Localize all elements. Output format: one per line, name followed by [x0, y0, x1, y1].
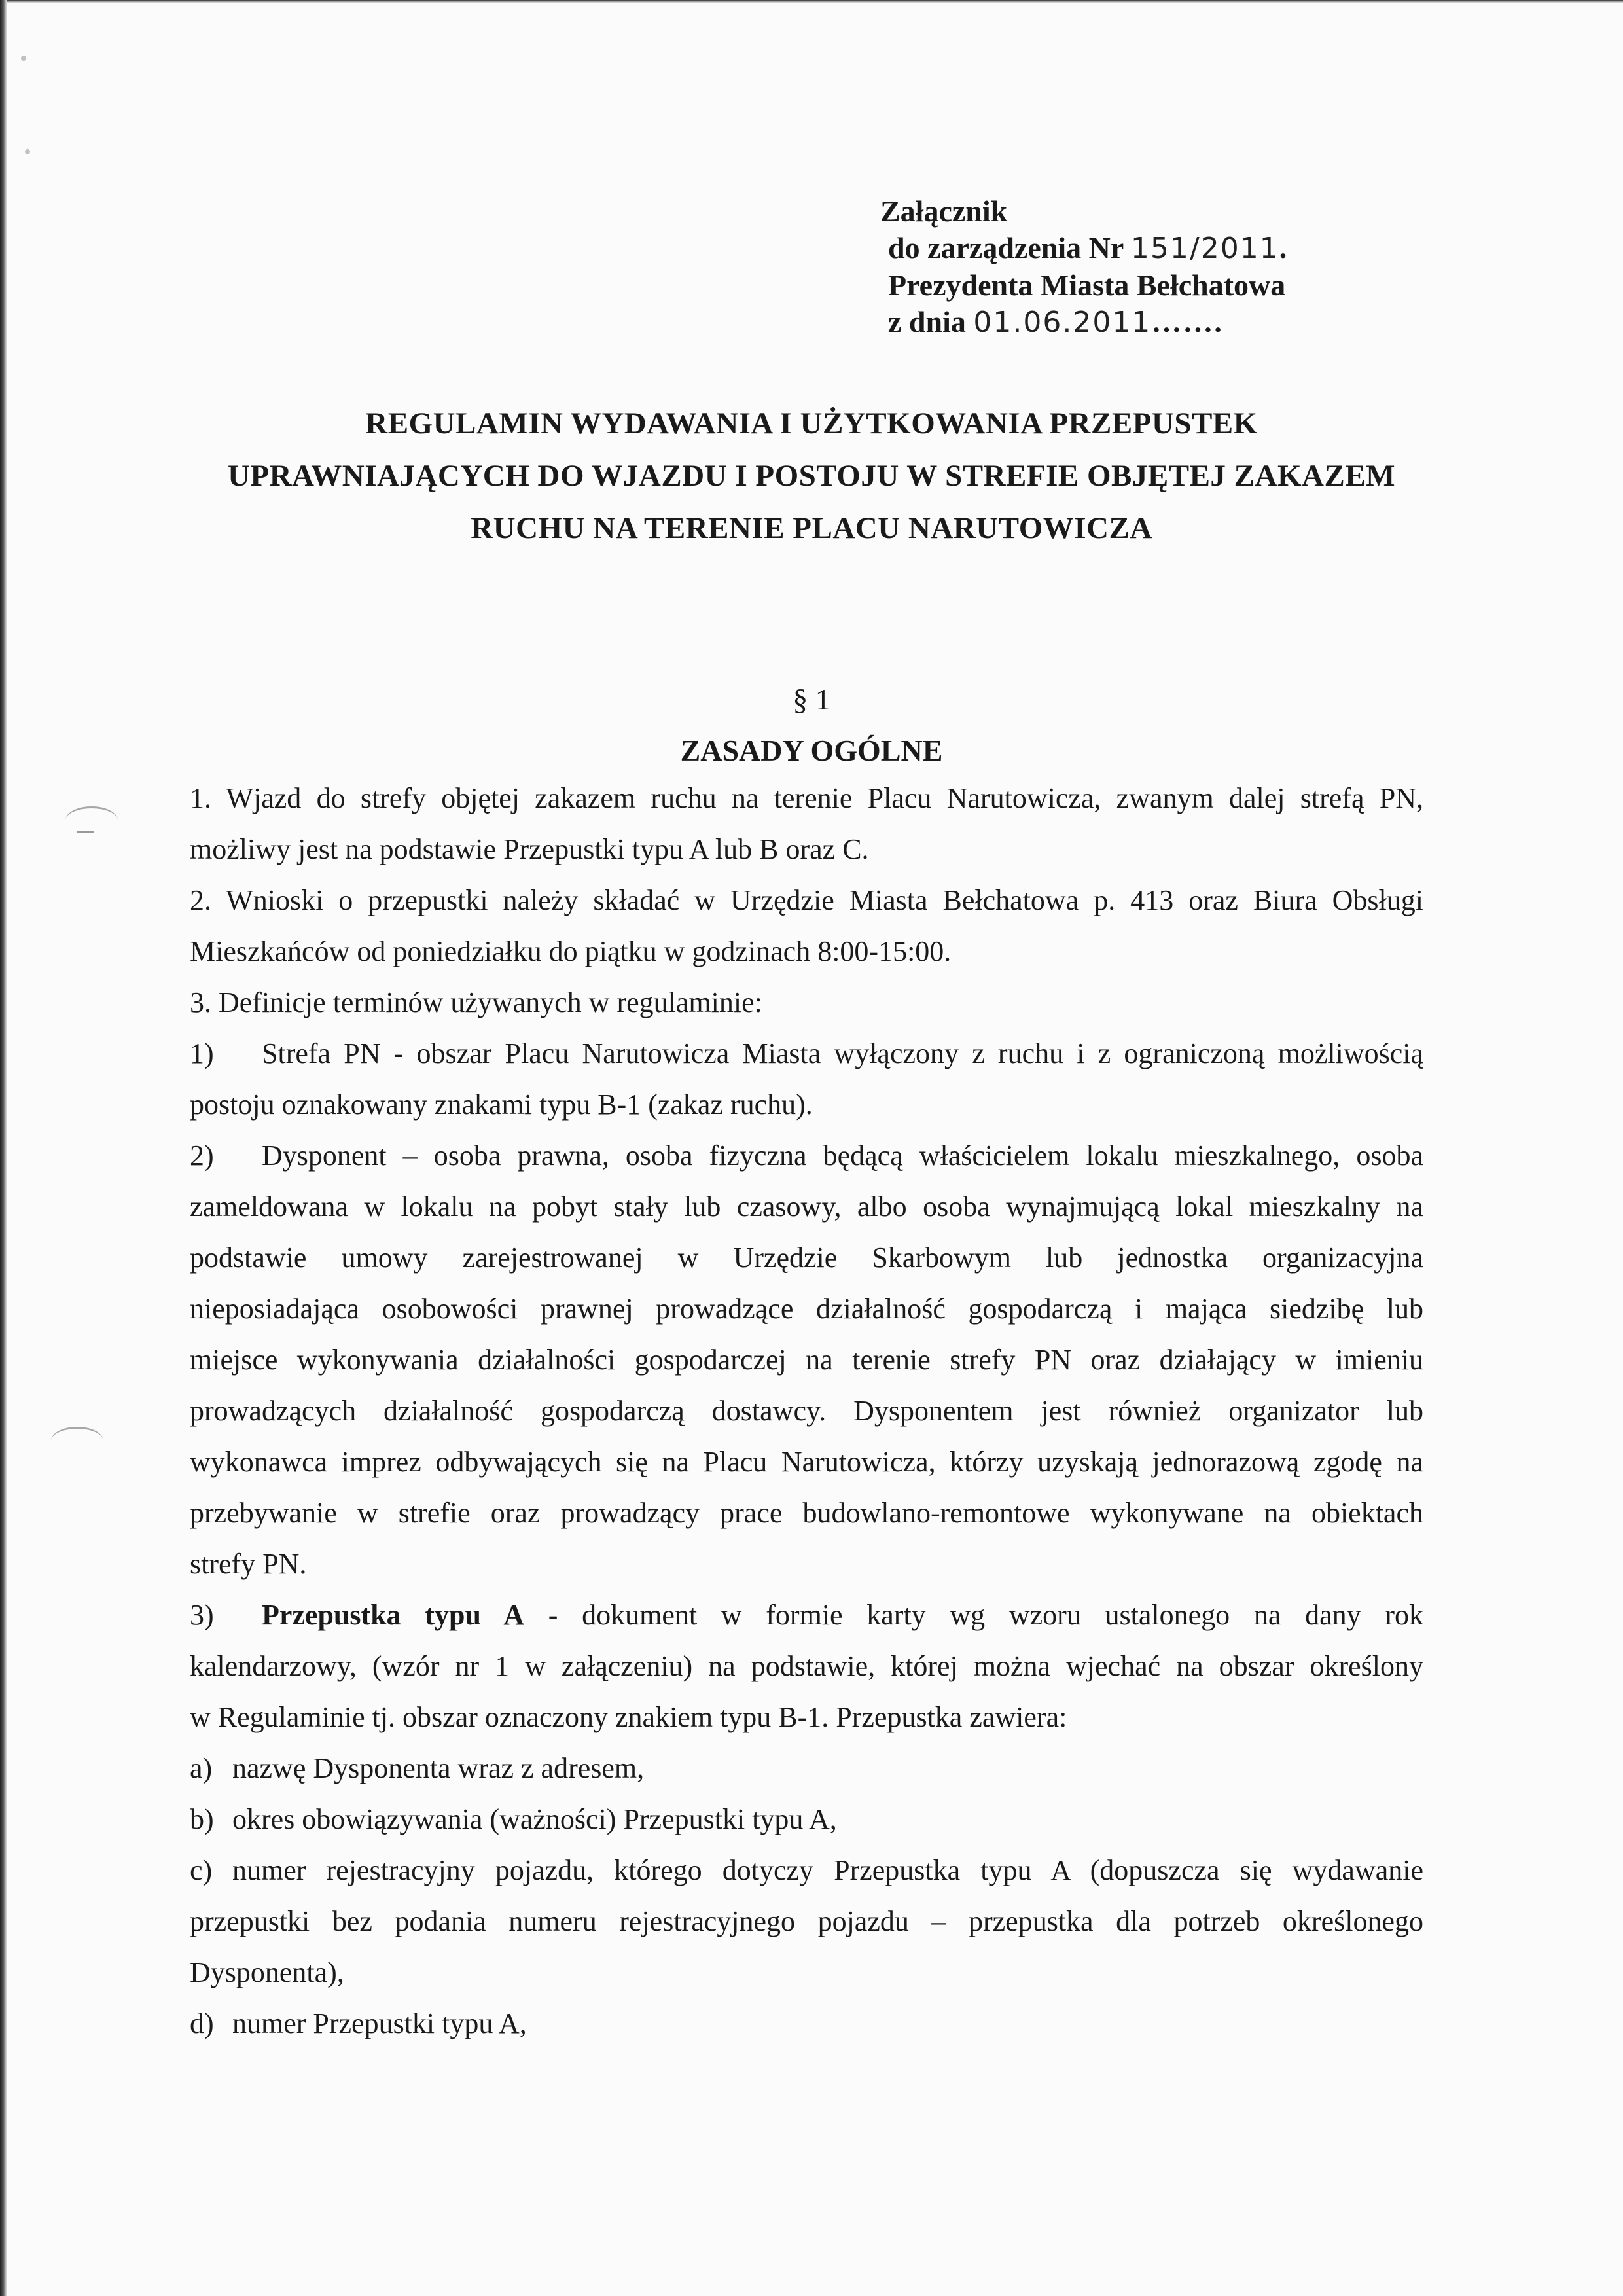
hole-punch-mark: [51, 1427, 103, 1455]
attachment-header: [880, 193, 1288, 341]
scan-left-edge: [0, 0, 7, 2296]
body-line: przebywanie w strefie oraz prowadzący prace budowlano-remontowe wykonywane na obiektach: [190, 1497, 1423, 1529]
list-item: b) okres obowiązywania (ważności) Przepustki typu A,: [190, 1803, 837, 1835]
ordinance-number-line: do zarządzenia Nr 151/2011.: [888, 231, 1289, 265]
body-line: miejsce wykonywania działalności gospodarczej na terenie strefy PN oraz działający w imieniu: [190, 1344, 1423, 1376]
issuer-line: Prezydenta Miasta Bełchatowa: [888, 268, 1286, 302]
body-line: kalendarzowy, (wzór nr 1 w załączeniu) na podstawie, której można wjechać na obszar określony: [190, 1650, 1423, 1682]
body-line: podstawie umowy zarejestrowanej w Urzędzie Skarbowym lub jednostka organizacyjna: [190, 1242, 1423, 1274]
body-line: przepustki bez podania numeru rejestracyjnego pojazdu – przepustka dla potrzeb określonego: [190, 1905, 1423, 1937]
body-line: możliwy jest na podstawie Przepustki typu A lub B oraz C.: [190, 833, 869, 865]
date-line: z dnia 01.06.2011…….: [888, 305, 1223, 339]
section-title: ZASADY OGÓLNE: [680, 734, 943, 767]
handwritten-date: 01.06.2011: [973, 306, 1152, 339]
scan-speck: [21, 56, 26, 61]
body-line: 1. Wjazd do strefy objętej zakazem ruchu na terenie Placu Narutowicza, zwanym dalej strefą PN,: [190, 782, 1423, 814]
section-mark: § 1: [793, 683, 830, 716]
scan-top-edge: [0, 0, 1623, 3]
body-line: 1) Strefa PN - obszar Placu Narutowicza Miasta wyłączony z ruchu i z ograniczoną możliwością: [190, 1037, 1423, 1069]
body-line: zameldowana w lokalu na pobyt stały lub czasowy, albo osoba wynajmującą lokal mieszkalny na: [190, 1191, 1423, 1223]
body-line: 3) Przepustka typu A - dokument w formie karty wg wzoru ustalonego na dany rok: [190, 1599, 1423, 1631]
body-line: prowadzących działalność gospodarczą dostawcy. Dysponentem jest również organizator lub: [190, 1395, 1423, 1427]
document-title-line-2: UPRAWNIAJĄCYCH DO WJAZDU I POSTOJU W STREFIE OBJĘTEJ ZAKAZEM: [227, 459, 1396, 493]
handwritten-ordinance-number: 151/2011: [1130, 232, 1279, 265]
body-line: Mieszkańców od poniedziałku do piątku w godzinach 8:00-15:00.: [190, 935, 952, 967]
scan-dash-mark: [77, 831, 94, 833]
list-item: d) numer Przepustki typu A,: [190, 2007, 527, 2039]
body-line: Dysponenta),: [190, 1956, 344, 1988]
body-line: 2. Wnioski o przepustki należy składać w Urzędzie Miasta Bełchatowa p. 413 oraz Biura Obsługi: [190, 884, 1423, 916]
body-line: strefy PN.: [190, 1548, 307, 1580]
body-line: 3. Definicje terminów używanych w regulaminie:: [190, 986, 762, 1018]
scan-speck: [25, 149, 30, 154]
body-line: 2) Dysponent – osoba prawna, osoba fizyczna będącą właścicielem lokalu mieszkalnego, osoba: [190, 1139, 1423, 1172]
body-line: postoju oznakowany znakami typu B-1 (zakaz ruchu).: [190, 1088, 813, 1121]
document-title-line-3: RUCHU NA TERENIE PLACU NARUTOWICZA: [471, 511, 1152, 545]
attachment-label: Załącznik: [880, 194, 1008, 228]
list-item: c) numer rejestracyjny pojazdu, którego dotyczy Przepustka typu A (dopuszcza się wydawanie: [190, 1854, 1423, 1886]
document-title-line-1: REGULAMIN WYDAWANIA I UŻYTKOWANIA PRZEPUSTEK: [365, 406, 1258, 440]
body-line: nieposiadająca osobowości prawnej prowadzące działalność gospodarczą i mająca siedzibę lub: [190, 1293, 1423, 1325]
list-item: a) nazwę Dysponenta wraz z adresem,: [190, 1752, 645, 1784]
hole-punch-mark: [65, 806, 118, 834]
body-line: w Regulaminie tj. obszar oznaczony znakiem typu B-1. Przepustka zawiera:: [190, 1701, 1067, 1733]
body-line: wykonawca imprez odbywających się na Placu Narutowicza, którzy uzyskają jednorazową zgodę na: [190, 1446, 1423, 1478]
